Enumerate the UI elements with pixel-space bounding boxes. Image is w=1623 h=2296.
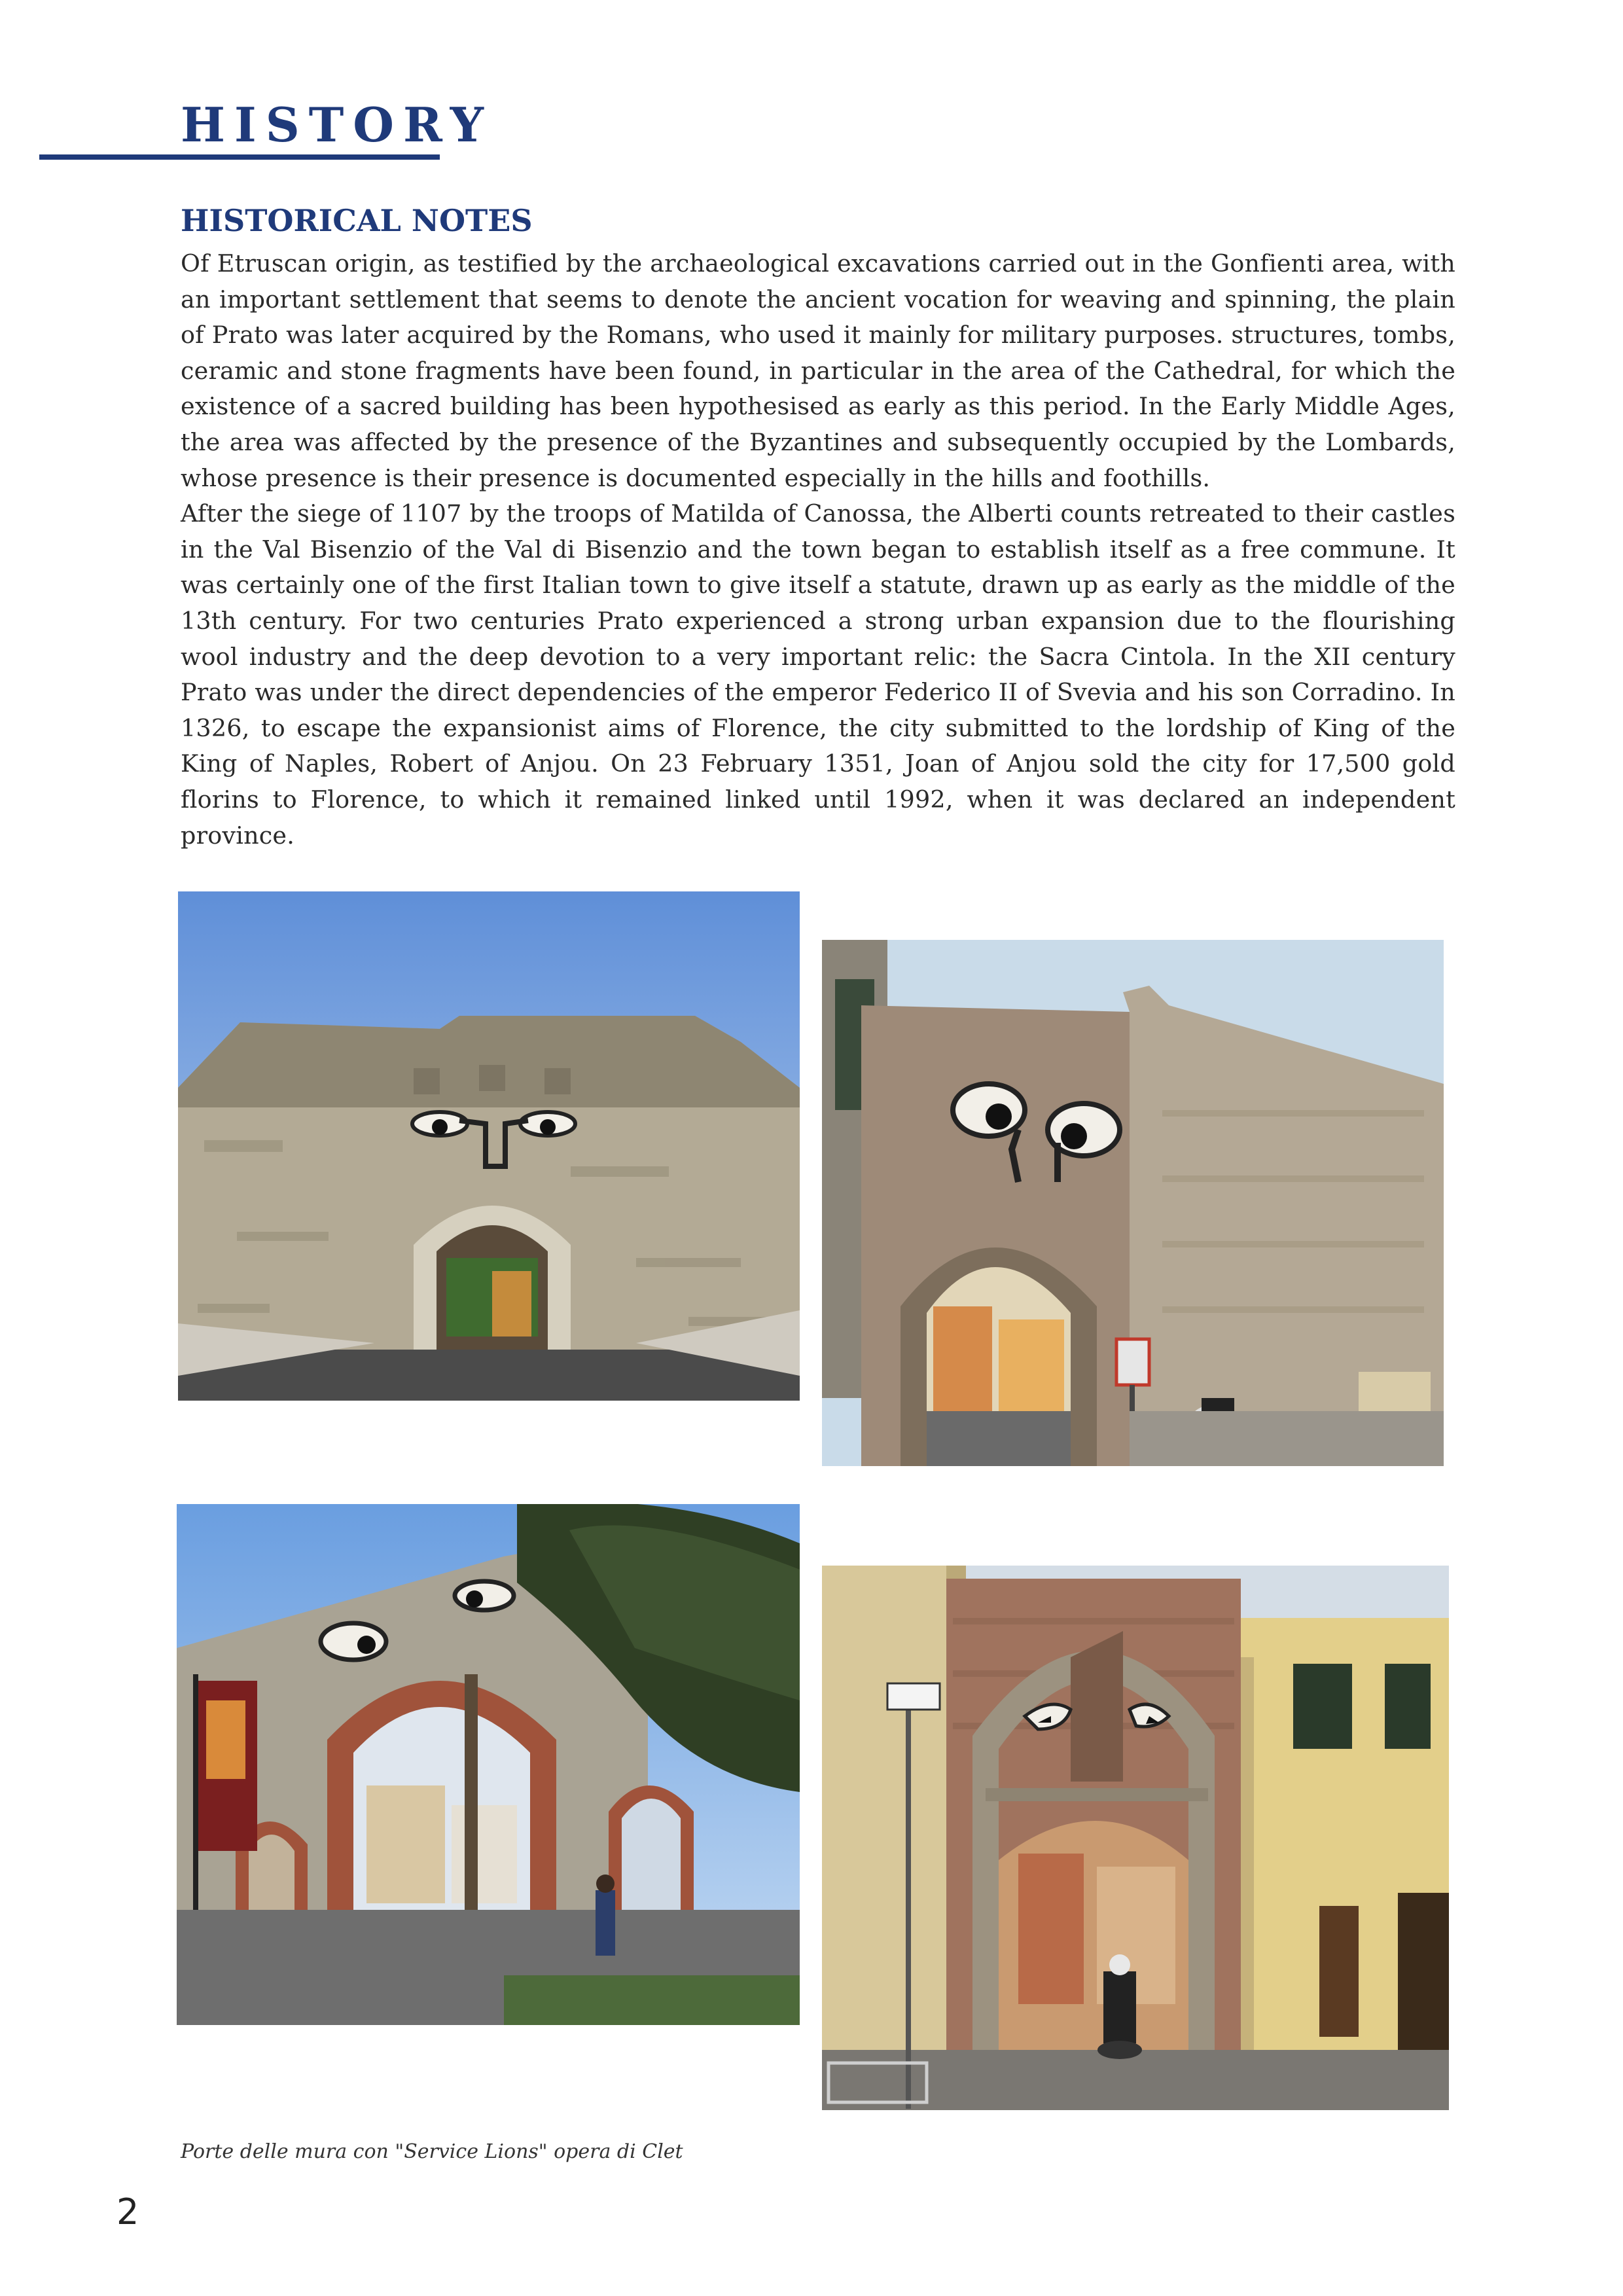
body-text [181, 246, 1455, 853]
page-number: 2 [116, 2191, 139, 2233]
photo-city-gate-3 [177, 1504, 800, 2025]
photo-city-gate-1 [178, 891, 800, 1401]
section-heading: HISTORICAL NOTES [181, 203, 533, 238]
photo-city-gate-4 [822, 1566, 1449, 2110]
title-underline [39, 154, 440, 160]
page-title: HISTORY [181, 97, 493, 152]
paragraph-1: Of Etruscan origin, as testified by the archaeological excavations carried out in the Gonfienti area, with an important settlement that seems to denote the ancient vocation for weaving and spinning, the plain of Prato was later acquired by the Romans, who used it mainly for military purposes. structures, tombs, ceramic and stone fragments have been found, in particular in the area of the Cathedral, for which the existence of a sacred building has been hypothesised as early as this period. In the Early Middle Ages, the area was affected by the presence of the Byzantines and subsequently occupied by the Lombards, whose presence is their presence is documented especially in the hills and foothills. [181, 249, 1455, 492]
paragraph-2: After the siege of 1107 by the troops of Matilda of Canossa, the Alberti counts retreated to their castles in the Val Bisenzio of the Val di Bisenzio and the town began to establish itself as a free commune. It was certainly one of the first Italian town to give itself a statute, drawn up as early as the middle of the 13th century. For two centuries Prato experienced a strong urban expansion due to the flourishing wool industry and the deep devotion to a very important relic: the Sacra Cintola. In the XII century Prato was under the direct dependencies of the emperor Federico II of Svevia and his son Corradino. In 1326, to escape the expansionist aims of Florence, the city submitted to the lordship of King of the King of Naples, Robert of Anjou. On 23 February 1351, Joan of Anjou sold the city for 17,500 gold florins to Florence, to which it remained linked until 1992, when it was declared an independent province. [181, 499, 1455, 850]
photo-city-gate-2 [822, 940, 1444, 1466]
photo-caption: Porte delle mura con "Service Lions" opera di Clet [181, 2140, 683, 2163]
